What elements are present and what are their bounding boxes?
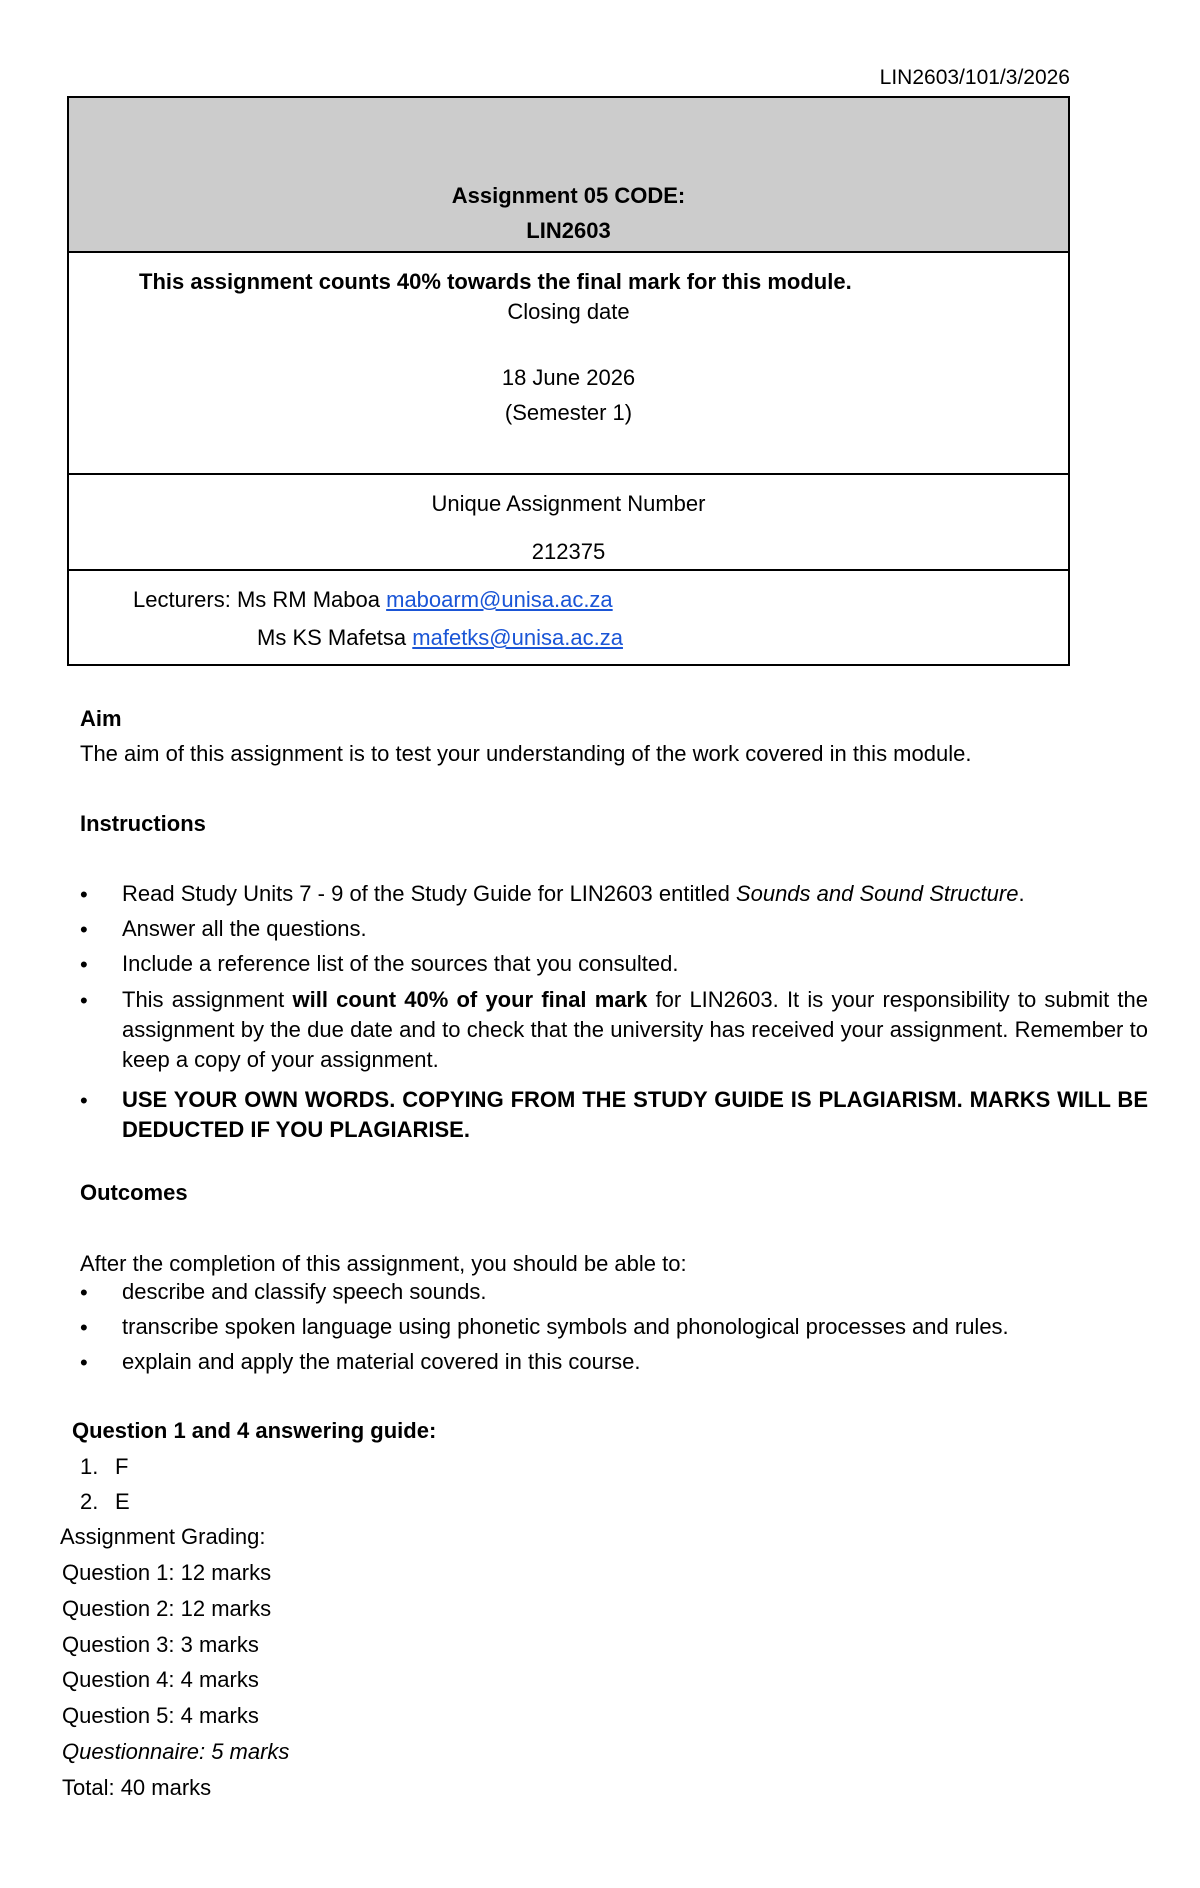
- bullet-icon: •: [80, 1088, 88, 1113]
- weight-and-date-block: [69, 253, 1068, 475]
- answering-guide-heading: Question 1 and 4 answering guide:: [72, 1418, 437, 1443]
- instruction-item: Answer all the questions.: [122, 916, 367, 941]
- outcomes-heading: Outcomes: [80, 1180, 188, 1205]
- instructions-heading: Instructions: [80, 811, 206, 836]
- lecturer-2-name: Ms KS Mafetsa: [257, 625, 407, 650]
- grading-item: Question 3: 3 marks: [62, 1632, 259, 1657]
- guide-answer: F: [115, 1454, 129, 1479]
- outcome-item: explain and apply the material covered in this course.: [122, 1349, 641, 1374]
- bullet-icon: •: [80, 1350, 88, 1375]
- lecturers-block: [69, 571, 1068, 666]
- grading-item: Question 4: 4 marks: [62, 1667, 259, 1692]
- assignment-title: Assignment 05 CODE:: [451, 183, 686, 208]
- instruction-text: for LIN2603. It is your responsibility to submit the assignment by the due date and to check that the university has received your assignment. Remember to keep a copy of your assignment.: [122, 987, 1148, 1072]
- lecturer-1-name: Ms RM Maboa: [236, 587, 380, 612]
- closing-date-label: Closing date: [507, 299, 630, 324]
- grading-total: Total: 40 marks: [62, 1775, 212, 1800]
- plagiarism-warning: USE YOUR OWN WORDS. COPYING FROM THE STUDY GUIDE IS PLAGIARISM. MARKS WILL BE DEDUCTED IF YOU PLAGIARISE.: [122, 1087, 1148, 1142]
- document-reference: LIN2603/101/3/2026: [879, 66, 1070, 89]
- instruction-text: .: [1018, 881, 1025, 906]
- bullet-icon: •: [80, 917, 88, 942]
- instruction-text: Read Study Units 7 - 9 of the Study Guide for LIN2603 entitled: [122, 881, 736, 906]
- module-code: LIN2603: [526, 218, 611, 243]
- semester: (Semester 1): [504, 400, 633, 425]
- unique-number-label: Unique Assignment Number: [431, 491, 706, 516]
- instruction-text: This assignment: [122, 987, 293, 1012]
- grading-questionnaire: Questionnaire: 5 marks: [62, 1739, 290, 1764]
- study-guide-title: Sounds and Sound Structure: [735, 881, 1019, 906]
- bullet-icon: •: [80, 882, 88, 907]
- instruction-emphasis: will count 40% of your final mark: [292, 987, 648, 1012]
- lecturer-row-1: [133, 587, 613, 613]
- lecturer-2-email-link[interactable]: mafetks@unisa.ac.za: [412, 625, 623, 650]
- aim-heading: Aim: [80, 706, 122, 731]
- bullet-icon: •: [80, 1315, 88, 1340]
- assignment-title-block: [69, 98, 1068, 253]
- grading-heading: Assignment Grading:: [60, 1524, 266, 1549]
- outcomes-intro: After the completion of this assignment, you should be able to:: [80, 1251, 687, 1276]
- grading-item: Question 2: 12 marks: [62, 1596, 272, 1621]
- grading-item: Question 5: 4 marks: [62, 1703, 259, 1728]
- guide-number: 1.: [80, 1454, 99, 1479]
- assignment-header-box: [67, 96, 1070, 666]
- instruction-item: Include a reference list of the sources that you consulted.: [122, 951, 679, 976]
- lecturer-1-email-link[interactable]: maboarm@unisa.ac.za: [386, 587, 613, 612]
- grading-item: Question 1: 12 marks: [62, 1560, 272, 1585]
- bullet-icon: •: [80, 952, 88, 977]
- lecturers-label: Lecturers:: [133, 587, 231, 612]
- outcome-item: describe and classify speech sounds.: [122, 1279, 487, 1304]
- unique-number: 212375: [531, 539, 606, 564]
- lecturer-row-2: [257, 625, 623, 651]
- guide-answer: E: [115, 1489, 130, 1514]
- bullet-icon: •: [80, 988, 88, 1013]
- unique-number-block: [69, 475, 1068, 571]
- instruction-item: [122, 985, 1148, 1075]
- instruction-item: [122, 879, 1148, 909]
- guide-number: 2.: [80, 1489, 99, 1514]
- outcome-item: transcribe spoken language using phonetic symbols and phonological processes and rules.: [122, 1314, 1009, 1339]
- weight-note: This assignment counts 40% towards the final mark for this module.: [139, 269, 852, 294]
- bullet-icon: •: [80, 1280, 88, 1305]
- aim-text: The aim of this assignment is to test your understanding of the work covered in this module.: [80, 741, 972, 766]
- closing-date: 18 June 2026: [501, 365, 636, 390]
